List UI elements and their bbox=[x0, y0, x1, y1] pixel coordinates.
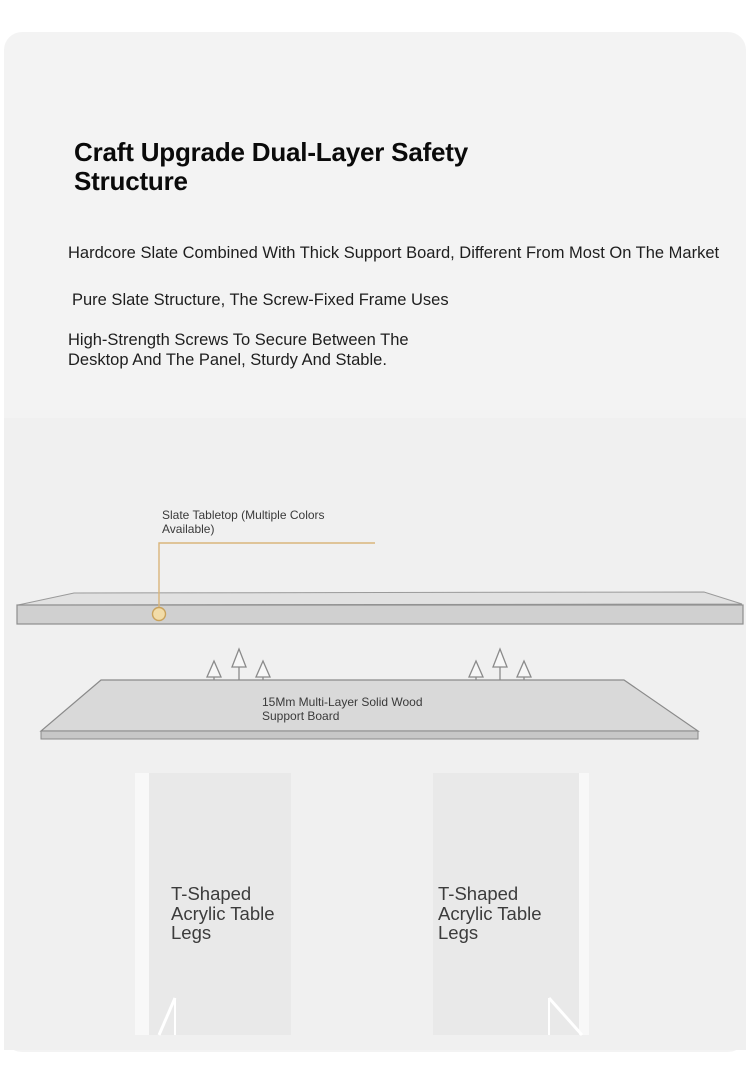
description-line-2: Pure Slate Structure, The Screw-Fixed Frame Uses bbox=[72, 291, 449, 309]
section-title: Craft Upgrade Dual-Layer Safety Structure bbox=[74, 137, 469, 196]
slate-tabletop-slab bbox=[17, 592, 743, 624]
description-line-1: Hardcore Slate Combined With Thick Support Board, Different From Most On The Market bbox=[68, 244, 720, 262]
right-leg-label: T-Shaped Acrylic Table Legs bbox=[438, 883, 542, 943]
left-leg-label: T-Shaped Acrylic Table Legs bbox=[171, 883, 275, 943]
description-line-3: High-Strength Screws To Secure Between The Desktop And The Panel, Sturdy And Stable. bbox=[68, 331, 409, 369]
structure-illustration bbox=[4, 418, 746, 1050]
structure-diagram bbox=[4, 418, 746, 1050]
slate-tabletop-label: Slate Tabletop (Multiple Colors Available) bbox=[162, 508, 325, 536]
wood-board-label: 15Mm Multi-Layer Solid Wood Support Board bbox=[262, 695, 423, 723]
